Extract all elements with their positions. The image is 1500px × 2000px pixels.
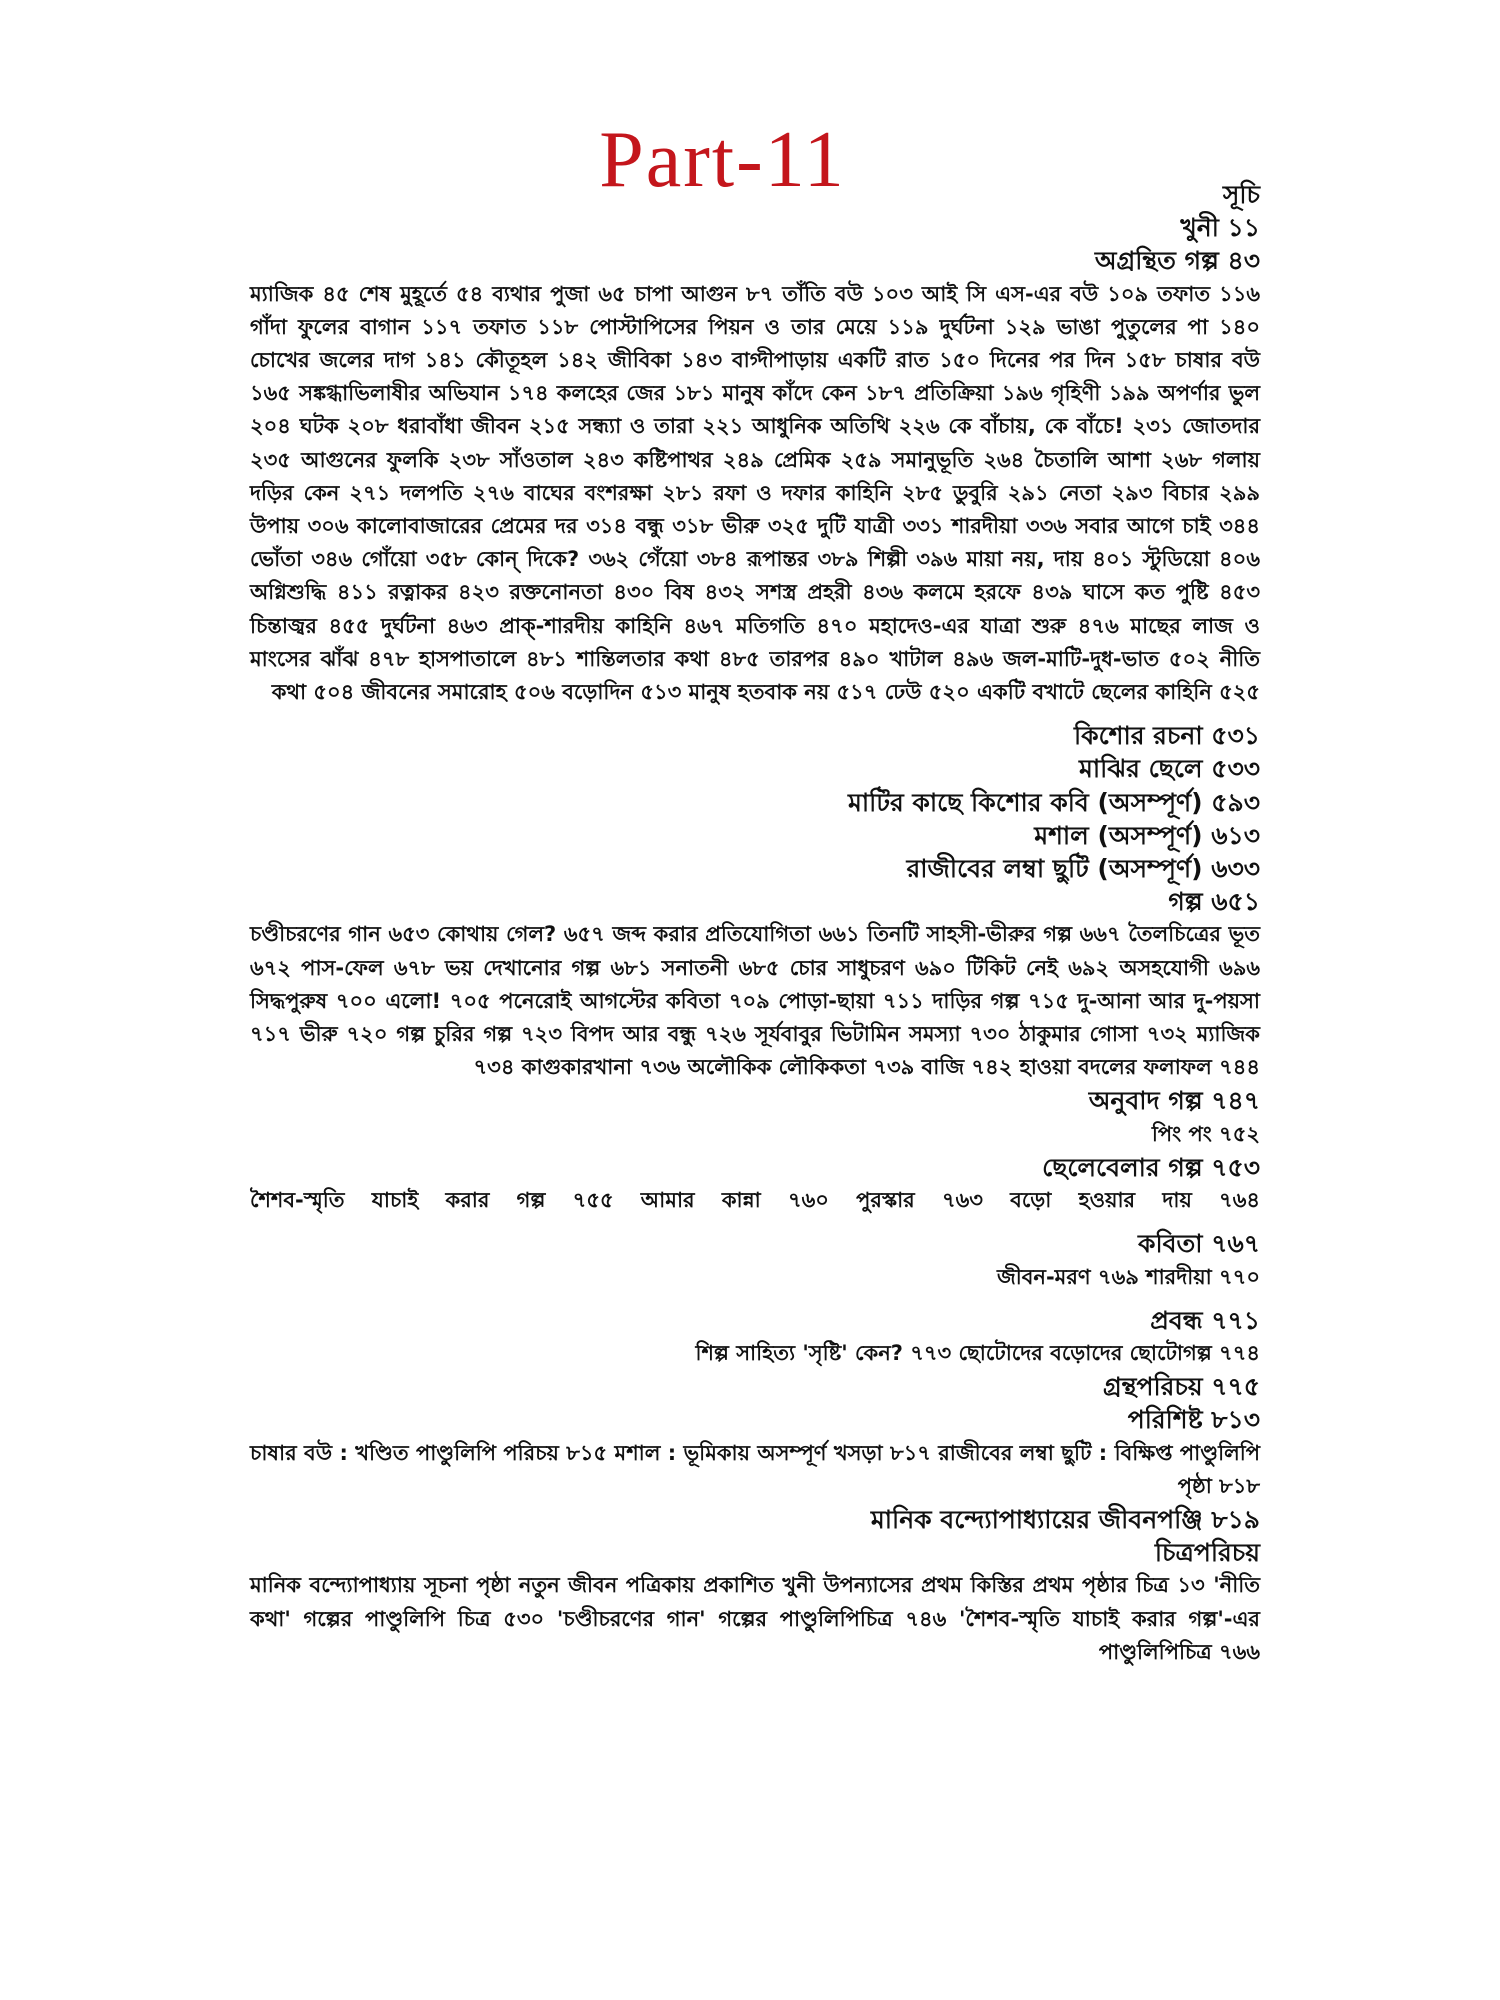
toc-entry-paragraph: চণ্ডীচরণের গান ৬৫৩ কোথায় গেল? ৬৫৭ জব্দ করার প্রতিযোগিতা ৬৬১ তিনটি সাহসী-ভীরুর গল্প ৬৬৭ তৈলচিত্রের ভূত ৬৭২ পাস-ফেল ৬৭৮ ভয় দেখানোর গল্প ৬৮১ সনাতনী ৬৮৫ চোর সাধুচরণ ৬৯০ টিকিট নেই ৬৯২ অসহযোগী ৬৯৬ সিদ্ধপুরুষ ৭০০ এলো! ৭০৫ পনেরোই আগস্টের কবিতা ৭০৯ পোড়া-ছায়া ৭১১ দাড়ির গল্প ৭১৫ দু-আনা আর দু-পয়সা ৭১৭ ভীরু ৭২০ গল্প চুরির গল্প ৭২৩ বিপদ আর বন্ধু ৭২৬ সূর্যবাবুর ভিটামিন সমস্যা ৭৩০ ঠাকুমার গোসা ৭৩২ ম্যাজিক ৭৩৪ কাগুকারখানা ৭৩৬ অলৌকিক লৌকিকতা ৭৩৯ বাজি ৭৪২ হাওয়া বদলের ফলাফল ৭৪৪ <box>250 922 1260 1080</box>
toc-heading-entry: শিল্প সাহিত্য 'সৃষ্টি' কেন? ৭৭৩ ছোটোদের বড়োদের ছোটোগল্প ৭৭৪ <box>695 1340 1260 1365</box>
toc-entry-paragraph: চাষার বউ : খণ্ডিত পাণ্ডুলিপি পরিচয় ৮১৫ মশাল : ভূমিকায় অসম্পূর্ণ খসড়া ৮১৭ রাজীবের লম্বা ছুটি : বিক্ষিপ্ত পাণ্ডুলিপি পৃষ্ঠা ৮১৮ <box>250 1440 1260 1498</box>
toc-entry-paragraph: মানিক বন্দ্যোপাধ্যায় সূচনা পৃষ্ঠা নতুন জীবন পত্রিকায় প্রকাশিত খুনী উপন্যাসের প্রথম কিস্তির প্রথম পৃষ্ঠার চিত্র ১৩ 'নীতি কথা' গল্পের পাণ্ডুলিপি চিত্র ৫৩০ 'চণ্ডীচরণের গান' গল্পের পাণ্ডুলিপিচিত্র ৭৪৬ 'শৈশব-স্মৃতি যাচাই করার গল্প'-এর পাণ্ডুলিপিচিত্র ৭৬৬ <box>250 1573 1260 1664</box>
toc-heading-entry: কবিতা ৭৬৭ <box>1137 1229 1260 1259</box>
part-title: Part-11 <box>599 116 846 204</box>
toc-heading-entry: পরিশিষ্ট ৮১৩ <box>1127 1405 1260 1435</box>
table-of-contents <box>250 178 1260 1669</box>
toc-entry-paragraph: শৈশব-স্মৃতি যাচাই করার গল্প ৭৫৫ আমার কান্না ৭৬০ পুরস্কার ৭৬৩ বড়ো হওয়ার দায় ৭৬৪ <box>250 1188 1260 1213</box>
toc-heading-entry: মাটির কাছে কিশোর কবি (অসম্পূর্ণ) ৫৯৩ <box>848 787 1260 817</box>
toc-heading-entry: সূচি <box>1222 180 1260 209</box>
toc-heading-entry: খুনী ১১ <box>1180 213 1260 243</box>
toc-heading-entry: কিশোর রচনা ৫৩১ <box>1073 721 1260 751</box>
toc-heading-entry: গল্প ৬৫১ <box>1168 887 1260 917</box>
toc-heading-entry: অনুবাদ গল্প ৭৪৭ <box>1088 1086 1260 1116</box>
toc-heading-entry: ছেলেবেলার গল্প ৭৫৩ <box>1042 1152 1260 1182</box>
toc-heading-entry: গ্রন্থপরিচয় ৭৭৫ <box>1102 1372 1260 1402</box>
toc-heading-entry: অগ্রন্থিত গল্প ৪৩ <box>1094 246 1260 276</box>
toc-heading-entry: পিং পং ৭৫২ <box>1151 1121 1260 1146</box>
toc-entry-paragraph: ম্যাজিক ৪৫ শেষ মুহূর্তে ৫৪ ব্যথার পুজা ৬৫ চাপা আগুন ৮৭ তাঁতি বউ ১০৩ আই সি এস-এর বউ ১০৯ তফাত ১১৬ গাঁদা ফুলের বাগান ১১৭ তফাত ১১৮ পোস্টাপিসের পিয়ন ও তার মেয়ে ১১৯ দুর্ঘটনা ১২৯ ভাঙা পুতুলের পা ১৪০ চোখের জলের দাগ ১৪১ কৌতূহল ১৪২ জীবিকা ১৪৩ বাগ্দীপাড়ায় একটি রাত ১৫০ দিনের পর দিন ১৫৮ চাষার বউ ১৬৫ সঙ্কগ্ধাভিলাষীর অভিযান ১৭৪ কলহের জের ১৮১ মানুষ কাঁদে কেন ১৮৭ প্রতিক্রিয়া ১৯৬ গৃহিণী ১৯৯ অপর্ণার ভুল ২০৪ ঘটক ২০৮ ধরাবাঁধা জীবন ২১৫ সন্ধ্যা ও তারা ২২১ আধুনিক অতিথি ২২৬ কে বাঁচায়, কে বাঁচে! ২৩১ জোতদার ২৩৫ আগুনের ফুলকি ২৩৮ সাঁওতাল ২৪৩ কষ্টিপাথর ২৪৯ প্রেমিক ২৫৯ সমানুভূতি ২৬৪ চৈতালি আশা ২৬৮ গলায় দড়ির কেন ২৭১ দলপতি ২৭৬ বাঘের বংশরক্ষা ২৮১ রফা ও দফার কাহিনি ২৮৫ ডুবুরি ২৯১ নেতা ২৯৩ বিচার ২৯৯ উপায় ৩০৬ কালোবাজারের প্রেমের দর ৩১৪ বন্ধু ৩১৮ ভীরু ৩২৫ দুটি যাত্রী ৩৩১ শারদীয়া ৩৩৬ সবার আগে চাই ৩৪৪ ভোঁতা ৩৪৬ গোঁয়ো ৩৫৮ কোন্ দিকে? ৩৬২ গেঁয়ো ৩৮৪ রূপান্তর ৩৮৯ শিল্পী ৩৯৬ মায়া নয়, দায় ৪০১ স্টুডিয়ো ৪০৬ অগ্নিশুদ্ধি ৪১১ রত্নাকর ৪২৩ রক্তনোনতা ৪৩০ বিষ ৪৩২ সশস্ত্র প্রহরী ৪৩৬ কলমে হরফে ৪৩৯ ঘাসে কত পুষ্টি ৪৫৩ চিন্তাজ্বর ৪৫৫ দুর্ঘটনা ৪৬৩ প্রাক্-শারদীয় কাহিনি ৪৬৭ মতিগতি ৪৭০ মহাদেও-এর যাত্রা শুরু ৪৭৬ মাছের লাজ ও মাংসের ঝাঁঝ ৪৭৮ হাসপাতালে ৪৮১ শান্তিলতার কথা ৪৮৫ তারপর ৪৯০ খাটাল ৪৯৬ জল-মাটি-দুধ-ভাত ৫০২ নীতি কথা ৫০৪ জীবনের সমারোহ ৫০৬ বড়োদিন ৫১৩ মানুষ হতবাক নয় ৫১৭ ঢেউ ৫২০ একটি বখাটে ছেলের কাহিনি ৫২৫ <box>250 281 1260 705</box>
toc-heading-entry: মাঝির ছেলে ৫৩৩ <box>1078 754 1260 784</box>
toc-heading-entry: রাজীবের লম্বা ছুটি (অসম্পূর্ণ) ৬৩৩ <box>906 854 1260 884</box>
toc-heading-entry: প্রবন্ধ ৭৭১ <box>1150 1305 1260 1335</box>
toc-heading-entry: মশাল (অসম্পূর্ণ) ৬১৩ <box>1034 820 1260 850</box>
toc-heading-entry: চিত্রপরিচয় <box>1154 1538 1260 1568</box>
toc-heading-entry: মানিক বন্দ্যোপাধ্যায়ের জীবনপঞ্জি ৮১৯ <box>870 1504 1260 1534</box>
toc-heading-entry: জীবন-মরণ ৭৬৯ শারদীয়া ৭৭০ <box>996 1264 1260 1289</box>
